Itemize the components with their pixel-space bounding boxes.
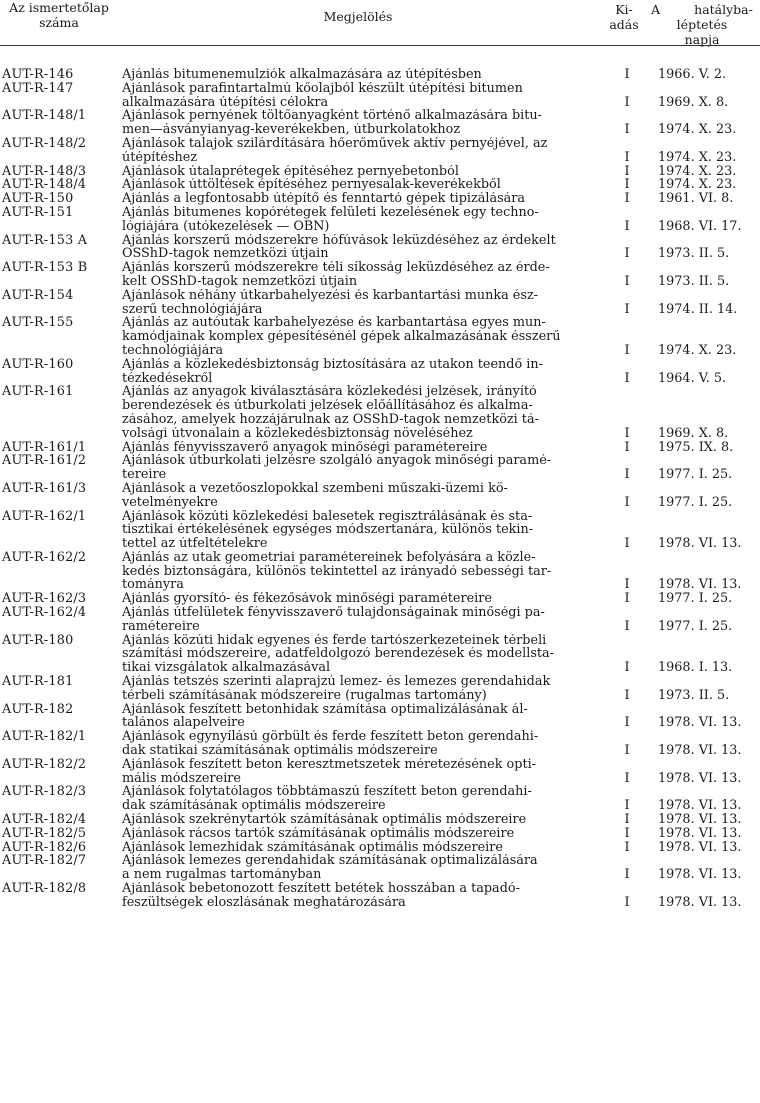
row-title-line: Ajánlások néhány útkarbahelyezési és karbantartási munka ész- <box>122 288 539 303</box>
table-row <box>0 758 760 786</box>
row-title-line: tettel az útfeltételekre <box>122 537 268 551</box>
row-title <box>118 358 604 386</box>
row-date: 1969. X. 8. <box>658 94 729 110</box>
row-kiadas: I <box>624 191 630 207</box>
table-row <box>0 827 760 841</box>
row-code: AUT-R-161/1 <box>2 439 87 455</box>
row-date: 1964. V. 5. <box>658 370 727 386</box>
row-date: 1969. X. 8. <box>658 425 729 441</box>
row-date: 1974. X. 23. <box>658 163 737 179</box>
row-title <box>118 234 604 262</box>
row-title <box>118 703 604 731</box>
row-title-line: Ajánlás útfelületek fényvisszaverő tulajdonságainak minőségi pa- <box>122 606 545 620</box>
row-date: 1978. VI. 13. <box>658 839 742 855</box>
row-title <box>118 261 604 289</box>
table-row <box>0 316 760 357</box>
row-date: 1978. VI. 13. <box>658 825 742 841</box>
row-date: 1977. I. 25. <box>658 618 733 634</box>
row-title-line: Ajánlások talajok szilárdítására hőerőművek aktív pernyéjével, az <box>122 136 548 151</box>
table-row <box>0 510 760 551</box>
row-kiadas: I <box>624 715 630 731</box>
row-title-line: talános alapelveire <box>122 716 245 731</box>
row-title-line: zásához, amelyek hozzájárulnak az OSShD-tagok nemzetközi tá- <box>122 412 539 427</box>
row-date: 1977. I. 25. <box>658 467 733 483</box>
row-kiadas: I <box>624 149 630 165</box>
row-title-line: Ajánlások egynyílású görbült és ferde feszített beton gerendahi- <box>122 730 539 745</box>
row-title-line: Ajánlások lemezes gerendahidak számításának optimalizálására <box>122 854 538 869</box>
row-date: 1978. VI. 13. <box>658 743 742 759</box>
row-title-line: feszültségek eloszlásának meghatározására <box>122 895 406 910</box>
row-title-line: berendezések és útburkolati jelzések előállításához és alkalma- <box>122 399 533 413</box>
row-date: 1978. VI. 13. <box>658 715 742 731</box>
row-title-line: alkalmazására útépítési célokra <box>122 95 329 110</box>
row-title-line: Ajánlás fényvisszaverő anyagok minőségi paramétereire <box>122 440 488 455</box>
row-date: 1978. VI. 13. <box>658 894 742 910</box>
table-row <box>0 137 760 165</box>
row-title-line: útépítéshez <box>122 150 198 165</box>
row-code: AUT-R-146 <box>2 67 74 82</box>
row-kiadas: I <box>624 839 630 855</box>
row-date: 1975. IX. 8. <box>658 439 734 455</box>
table-body <box>0 68 760 910</box>
table-row <box>0 841 760 855</box>
row-title-line: Ajánlás tetszés szerinti alaprajzú lemez- és lemezes gerendahidak <box>122 675 551 689</box>
row-title-line: Ajánlás korszerű módszerekre hófúvások leküzdéséhez az érdekelt <box>122 233 556 248</box>
row-title-line: Ajánlások feszített beton keresztmetszetek méretezésének opti- <box>122 757 536 772</box>
row-date: 1968. VI. 17. <box>658 218 742 234</box>
row-title <box>118 454 604 482</box>
row-code: AUT-R-182/5 <box>2 825 87 841</box>
row-date: 1973. II. 5. <box>658 246 730 262</box>
row-code: AUT-R-150 <box>2 191 74 207</box>
row-title <box>118 482 604 510</box>
row-code: AUT-R-162/4 <box>2 605 87 621</box>
row-title <box>118 758 604 786</box>
row-code: AUT-R-182/4 <box>2 812 87 828</box>
row-kiadas: I <box>624 163 630 179</box>
row-title <box>118 165 604 179</box>
row-title-line: Ajánlások útburkolati jelzésre szolgáló anyagok minőségi paramé- <box>122 454 552 469</box>
row-title <box>118 882 604 910</box>
row-kiadas: I <box>624 177 630 193</box>
row-code: AUT-R-160 <box>2 356 74 372</box>
row-title-line: ramétereire <box>122 619 200 634</box>
row-kiadas: I <box>624 342 630 358</box>
row-title-line: mális módszereire <box>122 771 241 786</box>
row-kiadas: I <box>624 618 630 634</box>
row-title <box>118 289 604 317</box>
table-row <box>0 730 760 758</box>
row-title-line: Ajánlások közúti közlekedési balesetek regisztrálásának és sta- <box>122 509 533 524</box>
row-title-line: Ajánlás bitumenemulziók alkalmazására az útépítésben <box>122 68 482 82</box>
row-kiadas: I <box>624 867 630 883</box>
row-title <box>118 730 604 758</box>
row-kiadas: I <box>624 67 630 82</box>
row-title-line: Ajánlások úttöltések építéséhez pernyesalak-keverékekből <box>122 178 501 193</box>
row-title <box>118 68 604 82</box>
row-title <box>118 137 604 165</box>
row-date: 1973. II. 5. <box>658 273 730 289</box>
row-kiadas: I <box>624 370 630 386</box>
row-title-line: tisztikai értékelésének egységes módszertanára, különös tekin- <box>122 523 534 538</box>
row-code: AUT-R-154 <box>2 287 74 303</box>
row-date: 1974. X. 23. <box>658 177 737 193</box>
row-code: AUT-R-182/2 <box>2 756 87 772</box>
table-row <box>0 634 760 675</box>
row-title-line: a nem rugalmas tartományban <box>122 868 322 883</box>
row-kiadas: I <box>624 536 630 552</box>
row-title-line: térbeli számításának módszereire (rugalmas tartomány) <box>122 688 487 703</box>
row-code: AUT-R-181 <box>2 674 74 690</box>
row-kiadas: I <box>624 894 630 910</box>
row-title <box>118 592 604 606</box>
table-row <box>0 606 760 634</box>
row-title-line: men—ásványianyag-keverékekben, útburkolatokhoz <box>122 123 461 137</box>
row-code: AUT-R-161/3 <box>2 480 87 496</box>
row-title-line: Ajánlás az autóutak karbahelyezése és karbantartása egyes mun- <box>122 316 546 331</box>
row-title-line: kedés biztonságára, különös tekintettel az irányadó sebességi tar- <box>122 564 552 579</box>
row-title <box>118 206 604 234</box>
row-code: AUT-R-162/3 <box>2 591 87 607</box>
row-title-line: Ajánlás gyorsító- és fékezősávok minőségi paramétereire <box>122 592 492 607</box>
table-row <box>0 192 760 206</box>
row-code: AUT-R-182/7 <box>2 853 87 869</box>
table-row <box>0 813 760 827</box>
row-title-line: Ajánlások útalaprétegek építéséhez pernyebetonból <box>122 164 459 179</box>
row-title-line: Ajánlás bitumenes kopórétegek felületi kezelésének egy techno- <box>122 205 539 220</box>
row-code: AUT-R-182/8 <box>2 881 87 897</box>
row-kiadas: I <box>624 301 630 317</box>
row-code: AUT-R-182/1 <box>2 729 87 745</box>
table-header <box>0 0 760 47</box>
row-code: AUT-R-180 <box>2 632 74 648</box>
row-code: AUT-R-148/1 <box>2 108 87 124</box>
row-title <box>118 827 604 841</box>
row-kiadas: I <box>624 218 630 234</box>
row-kiadas: I <box>624 246 630 262</box>
table-row <box>0 385 760 440</box>
row-date: 1961. VI. 8. <box>658 191 734 207</box>
row-kiadas: I <box>624 825 630 841</box>
table-row <box>0 592 760 606</box>
row-code: AUT-R-153 A <box>2 232 88 248</box>
row-title-line: szerű technológiájára <box>122 302 263 317</box>
row-kiadas: I <box>624 122 630 138</box>
row-kiadas: I <box>624 425 630 441</box>
table-row <box>0 551 760 592</box>
row-title <box>118 606 604 634</box>
row-title-line: kamódjainak komplex gépesítésénél gépek alkalmazásának ésszerű <box>122 330 561 344</box>
row-title <box>118 192 604 206</box>
header-date: A hatályba- léptetés napja <box>651 2 753 47</box>
row-title <box>118 109 604 137</box>
table-row <box>0 165 760 179</box>
row-title-line: Ajánlás korszerű módszerekre téli síkosság leküzdéséhez az érde- <box>122 261 550 275</box>
row-title <box>118 785 604 813</box>
row-kiadas: I <box>624 439 630 455</box>
table-row <box>0 441 760 455</box>
row-code: AUT-R-182/6 <box>2 839 87 855</box>
row-date: 1974. II. 14. <box>658 301 738 317</box>
row-title <box>118 854 604 882</box>
row-date: 1978. VI. 13. <box>658 867 742 883</box>
header-rule <box>0 45 760 46</box>
row-date: 1973. II. 5. <box>658 687 730 703</box>
row-kiadas: I <box>624 494 630 510</box>
table-row <box>0 454 760 482</box>
row-kiadas: I <box>624 273 630 289</box>
table-row <box>0 261 760 289</box>
table-row <box>0 234 760 262</box>
row-date: 1974. X. 23. <box>658 122 737 138</box>
row-title <box>118 441 604 455</box>
row-title-line: dak számításának optimális módszereire <box>122 799 386 814</box>
table-row <box>0 785 760 813</box>
row-kiadas: I <box>624 770 630 786</box>
row-code: AUT-R-155 <box>2 315 74 331</box>
row-title <box>118 82 604 110</box>
row-title-line: Ajánlások parafintartalmú kőolajból készült útépítési bitumen <box>122 81 523 96</box>
row-date: 1978. VI. 13. <box>658 812 742 828</box>
row-title-line: Ajánlások feszített betonhidak számítása optimalizálásának ál- <box>122 702 528 717</box>
table-row <box>0 109 760 137</box>
header-kiadas: Ki- adás <box>609 2 639 32</box>
row-code: AUT-R-182/3 <box>2 784 87 800</box>
row-date: 1968. I. 13. <box>658 660 733 676</box>
row-code: AUT-R-162/1 <box>2 508 87 524</box>
row-title <box>118 178 604 192</box>
table-row <box>0 178 760 192</box>
row-title-line: Ajánlások bebetonozott feszített betétek hosszában a tapadó- <box>122 882 520 896</box>
row-date: 1974. X. 23. <box>658 342 737 358</box>
row-title-line: vetelményekre <box>122 495 218 510</box>
row-title-line: Ajánlások szekrénytartók számításának optimális módszereire <box>122 813 527 827</box>
row-kiadas: I <box>624 591 630 607</box>
row-kiadas: I <box>624 467 630 483</box>
row-date: 1977. I. 25. <box>658 591 733 607</box>
row-title-line: számítási módszereire, adatfeldolgozó berendezések és modellsta- <box>122 647 554 662</box>
table-row <box>0 703 760 731</box>
row-code: AUT-R-151 <box>2 204 74 220</box>
row-title-line: Ajánlás közúti hidak egyenes és ferde tartószerkezeteinek térbeli <box>122 633 547 648</box>
row-title-line: Ajánlás a legfontosabb útépítő és fenntartó gépek tipizálására <box>122 192 526 206</box>
row-code: AUT-R-182 <box>2 701 74 717</box>
row-title-line: Ajánlás az anyagok kiválasztására közlekedési jelzések, irányító <box>122 385 537 400</box>
row-date: 1978. VI. 13. <box>658 536 742 552</box>
table-row <box>0 289 760 317</box>
row-title <box>118 634 604 675</box>
row-title <box>118 510 604 551</box>
row-code: AUT-R-161 <box>2 384 74 400</box>
row-code: AUT-R-147 <box>2 80 74 96</box>
row-date: 1977. I. 25. <box>658 494 733 510</box>
row-title-line: tikai vizsgálatok alkalmazásával <box>122 661 331 676</box>
row-code: AUT-R-153 B <box>2 260 88 276</box>
row-code: AUT-R-161/2 <box>2 453 87 469</box>
row-date: 1978. VI. 13. <box>658 577 742 593</box>
row-title-line: Ajánlások folytatólagos többtámaszú feszített beton gerendahi- <box>122 785 532 800</box>
row-date: 1966. V. 2. <box>658 67 727 82</box>
row-title <box>118 385 604 440</box>
row-title-line: dak statikai számításának optimális módszereire <box>122 744 438 758</box>
row-title <box>118 813 604 827</box>
row-date: 1978. VI. 13. <box>658 770 742 786</box>
header-title: Megjelölés <box>323 9 393 24</box>
row-code: AUT-R-148/4 <box>2 177 87 193</box>
row-title-line: Ajánlások pernyének töltőanyagként történő alkalmazására bitu- <box>122 109 542 124</box>
row-title-line: OSShD-tagok nemzetközi útjain <box>122 247 329 262</box>
row-title <box>118 841 604 855</box>
row-date: 1978. VI. 13. <box>658 798 742 814</box>
row-date: 1974. X. 23. <box>658 149 737 165</box>
table-row <box>0 82 760 110</box>
row-kiadas: I <box>624 660 630 676</box>
table-row <box>0 854 760 882</box>
row-title-line: Ajánlások rácsos tartók számításának optimális módszereire <box>122 826 515 841</box>
row-title-line: Ajánlások a vezetőoszlopokkal szembeni műszaki-üzemi kö- <box>122 481 508 496</box>
row-title-line: Ajánlás az utak geometriai paramétereinek befolyására a közle- <box>122 550 536 565</box>
row-title-line: lógiájára (utókezelések — OBN) <box>122 219 330 234</box>
row-code: AUT-R-162/2 <box>2 549 87 565</box>
row-title-line: volsági útvonalain a közlekedésbiztonság növeléséhez <box>122 426 473 441</box>
row-kiadas: I <box>624 577 630 593</box>
row-title-line: kelt OSShD-tagok nemzetközi útjain <box>122 274 358 289</box>
table-row <box>0 675 760 703</box>
row-title-line: tereire <box>122 468 167 482</box>
row-title-line: tományra <box>122 578 184 593</box>
header-code: Az ismertetőlap száma <box>9 0 109 30</box>
row-kiadas: I <box>624 687 630 703</box>
row-title-line: tézkedésekről <box>122 371 213 386</box>
row-code: AUT-R-148/2 <box>2 135 87 151</box>
table-row <box>0 882 760 910</box>
row-title-line: technológiájára <box>122 343 224 358</box>
row-kiadas: I <box>624 798 630 814</box>
table-row <box>0 358 760 386</box>
table-row <box>0 206 760 234</box>
row-kiadas: I <box>624 743 630 759</box>
row-title <box>118 675 604 703</box>
table-row <box>0 68 760 82</box>
row-code: AUT-R-148/3 <box>2 163 87 179</box>
row-title-line: Ajánlás a közlekedésbiztonság biztosítására az utakon teendő in- <box>122 357 543 372</box>
row-kiadas: I <box>624 812 630 828</box>
row-title-line: Ajánlások lemezhidak számításának optimális módszereire <box>122 840 503 855</box>
row-title <box>118 316 604 357</box>
row-kiadas: I <box>624 94 630 110</box>
row-title <box>118 551 604 592</box>
table-row <box>0 482 760 510</box>
